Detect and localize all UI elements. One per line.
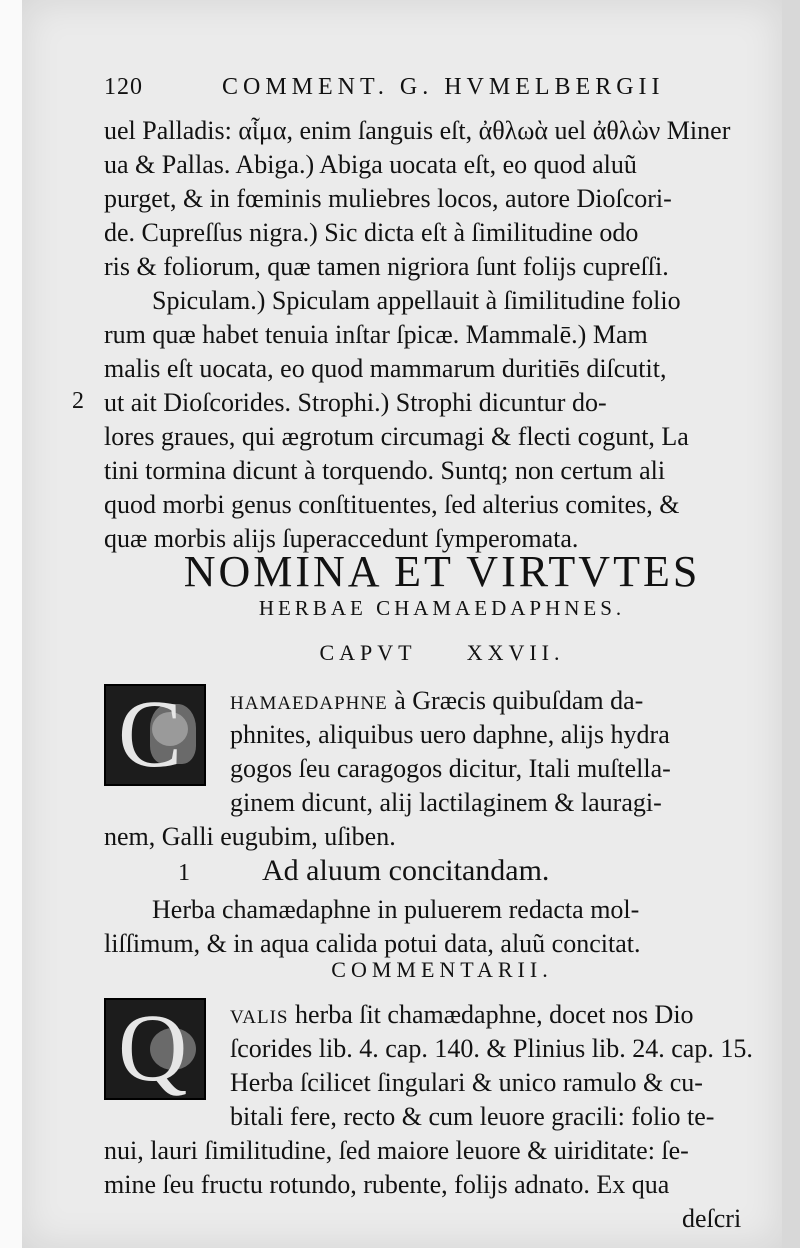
paragraph-line: Herba ſcilicet ſingulari & unico ramulo & cu-: [230, 1068, 703, 1097]
text-line: tini tormina dicunt à torquendo. Suntq; non certum ali: [104, 456, 666, 485]
section-heading: Ad aluum concitandam.: [262, 854, 550, 887]
running-title: COMMENT. G. HVMELBERGII: [222, 74, 665, 100]
text-line: quod morbi genus conſtituentes, ſed alterius comites, &: [104, 490, 680, 519]
chapter-subtitle: HERBAE CHAMAEDAPHNES.: [258, 596, 626, 620]
chapter-title: NOMINA ET VIRTVTES: [183, 547, 701, 596]
commentarii-heading: COMMENTARII.: [331, 957, 553, 982]
book-page: [22, 0, 782, 1248]
text-line: Spiculam.) Spiculam appellauit à ſimilitudine folio: [152, 286, 681, 315]
text-line: de. Cupreſſus nigra.) Sic dicta eſt à ſimilitudine odo: [104, 218, 639, 247]
line-rest: à Græcis quibuſdam da-: [387, 686, 644, 715]
text-line: uel Palladis: αἷμα, enim ſanguis eſt, ἀθλωὰ uel ἀθλὼν Miner: [104, 116, 731, 145]
margin-note-number: 2: [72, 388, 84, 414]
paragraph-line: ginem dicunt, alij lactilaginem & lauragi-: [230, 788, 662, 817]
text-line: ua & Pallas. Abiga.) Abiga uocata eſt, eo quod aluũ: [104, 150, 637, 179]
section-number: 1: [178, 860, 190, 886]
paragraph-line: nui, lauri ſimilitudine, ſed maiore leuore & uiriditate: ſe-: [104, 1136, 689, 1165]
first-word: HAMAEDAPHNE: [230, 693, 388, 714]
paragraph-line: mine ſeu fructu rotundo, rubente, folijs adnato. Ex qua: [104, 1170, 670, 1199]
text-line: purget, & in fœminis muliebres locos, autore Dioſcori-: [104, 184, 672, 213]
text-line: ut ait Dioſcorides. Strophi.) Strophi dicuntur do-: [104, 388, 607, 417]
text-line: lores graues, qui ægrotum circumagi & flecti cogunt, La: [104, 422, 689, 451]
page-number: 120: [104, 74, 143, 100]
catchword: deſcri: [682, 1204, 742, 1233]
chapter-number: CAPVT XXVII.: [319, 640, 565, 665]
section-text-line: liſſimum, & in aqua calida potui data, aluũ concitat.: [104, 929, 641, 958]
decorated-initial-q: [104, 994, 206, 1101]
line-rest: herba ſit chamædaphne, docet nos Dio: [288, 1000, 694, 1029]
page-right-edge: [782, 0, 800, 1248]
paragraph-line: phnites, aliquibus uero daphne, alijs hydra: [230, 720, 670, 749]
decorated-initial-c: [104, 680, 206, 787]
text-line: malis eſt uocata, eo quod mammarum duritiēs diſcutit,: [104, 354, 667, 383]
initial-letter: Q: [118, 994, 188, 1101]
paragraph-line: gogos ſeu caragogos dicitur, Itali muſtella-: [230, 754, 671, 783]
section-text-line: Herba chamædaphne in puluerem redacta mol-: [152, 895, 640, 924]
running-header: [104, 74, 764, 110]
paragraph-line: ſcorides lib. 4. cap. 140. & Plinius lib. 24. cap. 15.: [230, 1034, 753, 1063]
paragraph-line: [230, 998, 764, 1035]
paragraph-line: [230, 684, 764, 721]
page-left-edge: [0, 0, 22, 1248]
paragraph-line: nem, Galli eugubim, uſiben.: [104, 822, 396, 851]
text-line: quæ morbis alijs ſuperaccedunt ſymperomata.: [104, 524, 579, 553]
text-line: ris & foliorum, quæ tamen nigriora ſunt folijs cupreſſi.: [104, 252, 669, 281]
first-word: VALIS: [230, 1007, 289, 1028]
text-line: rum quæ habet tenuia inſtar ſpicæ. Mammalē.) Mam: [104, 320, 648, 349]
initial-letter: C: [118, 680, 183, 787]
paragraph-line: bitali fere, recto & cum leuore gracili: folio te-: [230, 1102, 715, 1131]
